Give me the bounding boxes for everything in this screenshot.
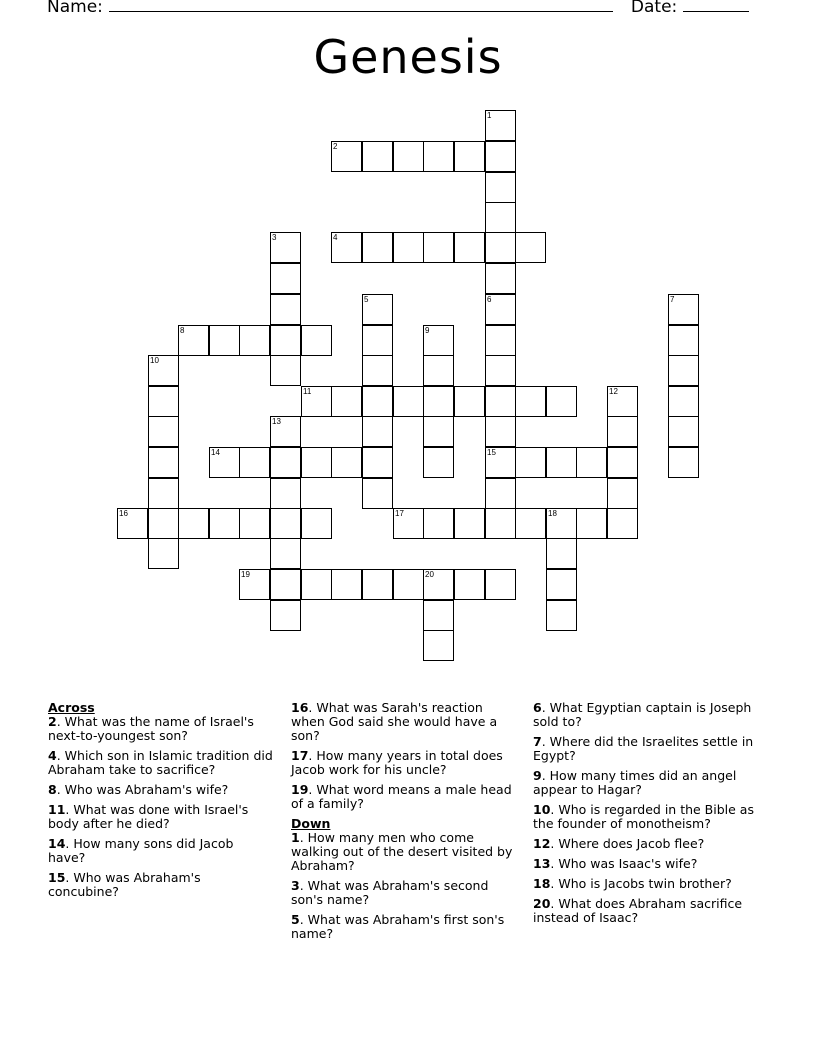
grid-cell[interactable] xyxy=(239,447,270,478)
clue-item: 1. How many men who come walking out of the desert visited by Abraham? xyxy=(291,830,513,873)
grid-cell[interactable] xyxy=(668,447,699,478)
grid-cell[interactable] xyxy=(454,569,485,600)
clue-item-text: What was Abraham's first son's name? xyxy=(291,912,505,941)
clue-item: 10. Who is regarded in the Bible as the founder of monotheism? xyxy=(533,802,754,831)
clue-item: 20. What does Abraham sacrifice instead of Isaac? xyxy=(533,896,743,925)
clue-number: 6 xyxy=(487,295,492,304)
clue-item-number: 20 xyxy=(533,896,551,911)
grid-cell[interactable] xyxy=(485,569,516,600)
clue-item-number: 4 xyxy=(48,748,57,763)
clue-item-number: 3 xyxy=(291,878,300,893)
grid-cell[interactable] xyxy=(515,508,546,539)
grid-cell[interactable] xyxy=(485,141,516,172)
clue-item-number: 9 xyxy=(533,768,542,783)
grid-cell[interactable] xyxy=(546,600,577,631)
grid-cell[interactable] xyxy=(270,355,301,386)
grid-cell[interactable] xyxy=(362,325,393,356)
grid-cell[interactable] xyxy=(393,141,424,172)
grid-cell[interactable] xyxy=(668,386,699,417)
clue-number: 9 xyxy=(425,326,430,335)
across-clue-list-cont xyxy=(291,701,519,811)
grid-cell[interactable] xyxy=(607,478,638,509)
grid-cell[interactable] xyxy=(485,355,516,386)
grid-cell[interactable] xyxy=(423,416,454,447)
down-clue-list xyxy=(291,831,519,941)
clue-item-number: 18 xyxy=(533,876,551,891)
clue-item: 4. Which son in Islamic tradition did Abraham take to sacrifice? xyxy=(48,748,273,777)
clue-number: 19 xyxy=(241,570,250,579)
grid-cell[interactable] xyxy=(423,232,454,263)
grid-cell[interactable] xyxy=(423,386,454,417)
clue-number: 7 xyxy=(670,295,675,304)
clue-item-number: 17 xyxy=(291,748,309,763)
grid-cell[interactable] xyxy=(485,416,516,447)
grid-cell[interactable] xyxy=(270,294,301,325)
across-clue-list xyxy=(48,715,273,899)
grid-cell[interactable] xyxy=(546,447,577,478)
clue-number: 16 xyxy=(119,509,128,518)
clue-item-text: What word means a male head of a family? xyxy=(291,782,512,811)
grid-cell[interactable] xyxy=(239,508,270,539)
clue-item-number: 6 xyxy=(533,700,542,715)
clue-column-1 xyxy=(48,701,273,905)
grid-cell[interactable] xyxy=(270,325,301,356)
grid-cell[interactable] xyxy=(270,447,301,478)
grid-cell[interactable] xyxy=(178,508,209,539)
down-clue-list-cont xyxy=(533,701,761,925)
clue-item: 15. Who was Abraham's concubine? xyxy=(48,870,201,899)
clue-item: 6. What Egyptian captain is Joseph sold to? xyxy=(533,700,752,729)
grid-cell[interactable] xyxy=(423,508,454,539)
clue-item-text: What was done with Israel's body after he died? xyxy=(48,802,249,831)
grid-cell[interactable] xyxy=(454,386,485,417)
grid-cell[interactable] xyxy=(270,263,301,294)
clue-number: 3 xyxy=(272,233,277,242)
clue-item-text: Who is Jacobs twin brother? xyxy=(558,876,732,891)
grid-cell[interactable] xyxy=(301,508,332,539)
clue-item-text: Who is regarded in the Bible as the founder of monotheism? xyxy=(533,802,754,831)
clue-item: 18. Who is Jacobs twin brother? xyxy=(533,876,732,891)
grid-cell[interactable] xyxy=(668,355,699,386)
clue-item: 11. What was done with Israel's body after he died? xyxy=(48,802,249,831)
grid-cell[interactable] xyxy=(148,538,179,569)
clue-item: 19. What word means a male head of a family? xyxy=(291,782,512,811)
grid-cell[interactable] xyxy=(423,600,454,631)
grid-cell[interactable] xyxy=(485,202,516,233)
grid-cell[interactable] xyxy=(546,386,577,417)
grid-cell[interactable] xyxy=(485,478,516,509)
grid-cell[interactable] xyxy=(607,508,638,539)
clue-number: 5 xyxy=(364,295,369,304)
clue-item-number: 7 xyxy=(533,734,542,749)
grid-cell[interactable] xyxy=(148,447,179,478)
grid-cell[interactable] xyxy=(454,508,485,539)
date-label: Date: xyxy=(630,0,678,17)
clue-item: 3. What was Abraham's second son's name? xyxy=(291,878,489,907)
grid-cell[interactable] xyxy=(423,447,454,478)
clue-item: 9. How many times did an angel appear to Hagar? xyxy=(533,768,737,797)
grid-cell[interactable] xyxy=(485,325,516,356)
clue-item-number: 16 xyxy=(291,700,309,715)
grid-cell[interactable] xyxy=(515,447,546,478)
clue-column-2 xyxy=(291,701,519,947)
clue-number: 1 xyxy=(487,111,492,120)
clue-item-text: Where did the Israelites settle in Egypt? xyxy=(533,734,754,763)
clue-item-number: 14 xyxy=(48,836,66,851)
page-title: Genesis xyxy=(313,30,503,84)
grid-cell[interactable] xyxy=(607,416,638,447)
clue-item-text: How many times did an angel appear to Hagar? xyxy=(533,768,737,797)
grid-cell[interactable] xyxy=(485,386,516,417)
clue-item-text: What Egyptian captain is Joseph sold to? xyxy=(533,700,752,729)
grid-cell[interactable] xyxy=(607,447,638,478)
clue-item-text: Who was Abraham's concubine? xyxy=(48,870,201,899)
clue-item-text: How many sons did Jacob have? xyxy=(48,836,234,865)
clue-number: 14 xyxy=(211,448,220,457)
grid-cell[interactable] xyxy=(148,416,179,447)
clue-item-text: How many years in total does Jacob work for his uncle? xyxy=(291,748,503,777)
clue-item-number: 19 xyxy=(291,782,309,797)
clue-item-text: Who was Abraham's wife? xyxy=(64,782,229,797)
grid-cell[interactable] xyxy=(485,508,516,539)
clue-item-number: 10 xyxy=(533,802,551,817)
grid-cell[interactable] xyxy=(270,569,301,600)
grid-cell[interactable] xyxy=(362,355,393,386)
grid-cell[interactable] xyxy=(515,386,546,417)
grid-cell[interactable] xyxy=(362,478,393,509)
clue-item-text: Where does Jacob flee? xyxy=(558,836,705,851)
clue-item-text: How many men who come walking out of the desert visited by Abraham? xyxy=(291,830,513,873)
grid-cell[interactable] xyxy=(362,447,393,478)
grid-cell[interactable] xyxy=(148,478,179,509)
grid-cell[interactable] xyxy=(362,416,393,447)
clue-number: 2 xyxy=(333,142,338,151)
grid-cell[interactable] xyxy=(576,447,607,478)
clue-number: 4 xyxy=(333,233,338,242)
grid-cell[interactable] xyxy=(393,569,424,600)
grid-cell[interactable] xyxy=(454,141,485,172)
clue-number: 15 xyxy=(487,448,496,457)
grid-cell[interactable] xyxy=(485,232,516,263)
grid-cell[interactable] xyxy=(270,538,301,569)
grid-cell[interactable] xyxy=(331,447,362,478)
grid-cell[interactable] xyxy=(546,538,577,569)
clue-item-number: 2 xyxy=(48,714,57,729)
clue-item-number: 15 xyxy=(48,870,66,885)
clue-number: 11 xyxy=(303,387,312,396)
grid-cell[interactable] xyxy=(209,508,240,539)
grid-cell[interactable] xyxy=(362,569,393,600)
grid-cell[interactable] xyxy=(485,263,516,294)
grid-cell[interactable] xyxy=(148,508,179,539)
grid-cell[interactable] xyxy=(668,325,699,356)
grid-cell[interactable] xyxy=(393,232,424,263)
clue-number: 12 xyxy=(609,387,618,396)
grid-cell[interactable] xyxy=(362,141,393,172)
grid-cell[interactable] xyxy=(515,232,546,263)
grid-cell[interactable] xyxy=(546,569,577,600)
grid-cell[interactable] xyxy=(331,569,362,600)
grid-cell[interactable] xyxy=(576,508,607,539)
grid-cell[interactable] xyxy=(270,478,301,509)
clue-item: 2. What was the name of Israel's next-to-youngest son? xyxy=(48,714,254,743)
clue-item-number: 12 xyxy=(533,836,551,851)
clue-item: 8. Who was Abraham's wife? xyxy=(48,782,229,797)
down-heading: Down xyxy=(291,816,331,831)
clue-number: 18 xyxy=(548,509,557,518)
clue-number: 17 xyxy=(395,509,404,518)
clue-item: 5. What was Abraham's first son's name? xyxy=(291,912,505,941)
grid-cell[interactable] xyxy=(301,569,332,600)
clue-column-3 xyxy=(533,701,761,931)
clue-item-text: What was the name of Israel's next-to-youngest son? xyxy=(48,714,254,743)
grid-cell[interactable] xyxy=(148,386,179,417)
clue-item-number: 1 xyxy=(291,830,300,845)
name-label: Name: xyxy=(47,0,103,17)
grid-cell[interactable] xyxy=(239,325,270,356)
grid-cell[interactable] xyxy=(454,232,485,263)
clue-item-text: What was Sarah's reaction when God said she would have a son? xyxy=(291,700,498,743)
grid-cell[interactable] xyxy=(270,508,301,539)
grid-cell[interactable] xyxy=(362,232,393,263)
clue-number: 10 xyxy=(150,356,159,365)
across-heading: Across xyxy=(48,700,95,715)
clue-number: 20 xyxy=(425,570,434,579)
grid-cell[interactable] xyxy=(301,325,332,356)
grid-cell[interactable] xyxy=(393,386,424,417)
clue-item: 14. How many sons did Jacob have? xyxy=(48,836,234,865)
grid-cell[interactable] xyxy=(270,600,301,631)
clue-item-text: What does Abraham sacrifice instead of Isaac? xyxy=(533,896,743,925)
grid-cell[interactable] xyxy=(301,447,332,478)
clue-item: 7. Where did the Israelites settle in Egypt? xyxy=(533,734,754,763)
grid-cell[interactable] xyxy=(362,386,393,417)
clue-item-number: 8 xyxy=(48,782,57,797)
grid-cell[interactable] xyxy=(209,325,240,356)
grid-cell[interactable] xyxy=(331,386,362,417)
clue-item: 16. What was Sarah's reaction when God said she would have a son? xyxy=(291,700,498,743)
clue-item-text: Who was Isaac's wife? xyxy=(558,856,698,871)
clue-item-number: 11 xyxy=(48,802,66,817)
clue-item-text: Which son in Islamic tradition did Abraham take to sacrifice? xyxy=(48,748,273,777)
clue-item-number: 5 xyxy=(291,912,300,927)
grid-cell[interactable] xyxy=(423,141,454,172)
clue-item-number: 13 xyxy=(533,856,551,871)
clue-number: 8 xyxy=(180,326,185,335)
clue-number: 13 xyxy=(272,417,281,426)
clue-item: 13. Who was Isaac's wife? xyxy=(533,856,698,871)
clue-item: 17. How many years in total does Jacob work for his uncle? xyxy=(291,748,503,777)
grid-cell[interactable] xyxy=(485,172,516,203)
grid-cell[interactable] xyxy=(423,630,454,661)
grid-cell[interactable] xyxy=(668,416,699,447)
grid-cell[interactable] xyxy=(423,355,454,386)
clue-item: 12. Where does Jacob flee? xyxy=(533,836,705,851)
clue-item-text: What was Abraham's second son's name? xyxy=(291,878,489,907)
